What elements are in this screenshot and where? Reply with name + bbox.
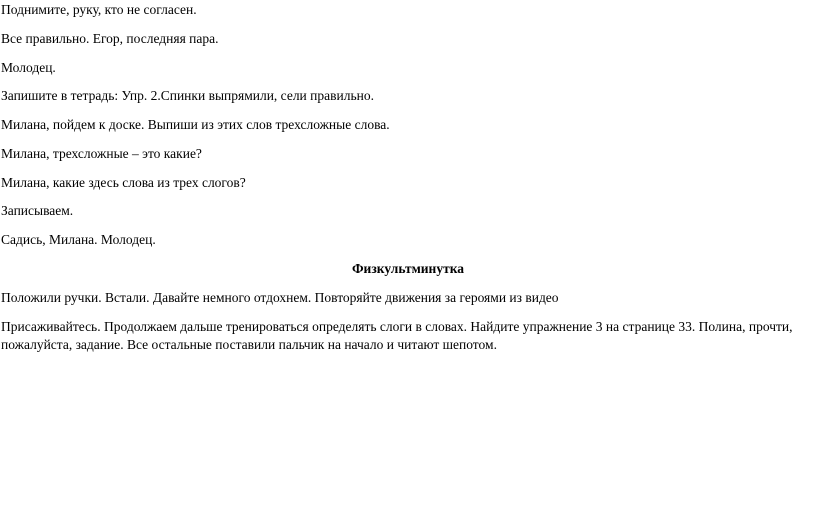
text-line: Все правильно. Егор, последняя пара. <box>1 31 219 46</box>
text-line: Милана, трехсложные – это какие? <box>1 146 202 161</box>
text-line: Молодец. <box>1 60 56 75</box>
text-line: Положили ручки. Встали. Давайте немного отдохнем. Повторяйте движения за героями из видео <box>1 290 559 305</box>
text-line: Записываем. <box>1 203 74 218</box>
paragraph: Присаживайтесь. Продолжаем дальше тренироваться определять слоги в словах. Найдите упражнение 3 на странице 33. Полина, прочти, пожалуйста, задание. Все остальные поставили пальчик на начало и читают шепотом. <box>1 319 793 352</box>
section-heading: Физкультминутка <box>351 261 465 276</box>
text-line: Садись, Милана. Молодец. <box>1 232 156 247</box>
text-line: Запишите в тетрадь: Упр. 2.Спинки выпрямили, сели правильно. <box>1 88 374 103</box>
text-line: Милана, какие здесь слова из трех слогов? <box>1 175 246 190</box>
text-line: Поднимите, руку, кто не согласен. <box>1 2 197 17</box>
text-line: Милана, пойдем к доске. Выпиши из этих слов трехсложные слова. <box>1 117 390 132</box>
